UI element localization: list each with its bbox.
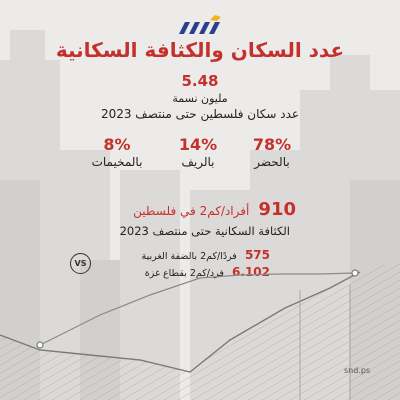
stat-rural xyxy=(158,135,238,169)
population-number: 5.48 xyxy=(181,72,219,90)
footer-url: snd.ps xyxy=(344,366,371,375)
stat-urban xyxy=(232,135,312,169)
stat-camps-label: بالمخيمات xyxy=(91,155,143,169)
brand-logo xyxy=(177,14,223,36)
density-caption: الكثافة السكانية حتى منتصف 2023 xyxy=(119,224,290,238)
stat-rural-value: 14% xyxy=(178,135,218,154)
stat-urban-label: بالحضر xyxy=(254,155,290,169)
decorative-line-graphic xyxy=(0,260,400,400)
density-number: 910 xyxy=(258,199,296,220)
stat-camps-value: 8% xyxy=(103,135,131,154)
population-caption: عدد سكان فلسطين حتى منتصف 2023 xyxy=(100,107,300,121)
page-title: عدد السكان والكثافة السكانية xyxy=(55,38,345,62)
density-unit: أفراد/كم2 في فلسطين xyxy=(133,204,250,218)
stat-rural-label: بالريف xyxy=(181,155,215,169)
population-unit: مليون نسمة xyxy=(172,92,228,105)
vs-badge: VS xyxy=(70,253,91,274)
gaza-number: 6.102 xyxy=(232,265,270,279)
density-headline xyxy=(133,199,296,220)
gaza-text: فرد/كم2 بقطاع غزة xyxy=(144,268,224,279)
stat-urban-value: 78% xyxy=(252,135,292,154)
west-bank-text: فردًا/كم2 بالضفة الغربية xyxy=(141,251,237,262)
west-bank-number: 575 xyxy=(244,248,270,262)
stat-camps xyxy=(77,135,157,169)
